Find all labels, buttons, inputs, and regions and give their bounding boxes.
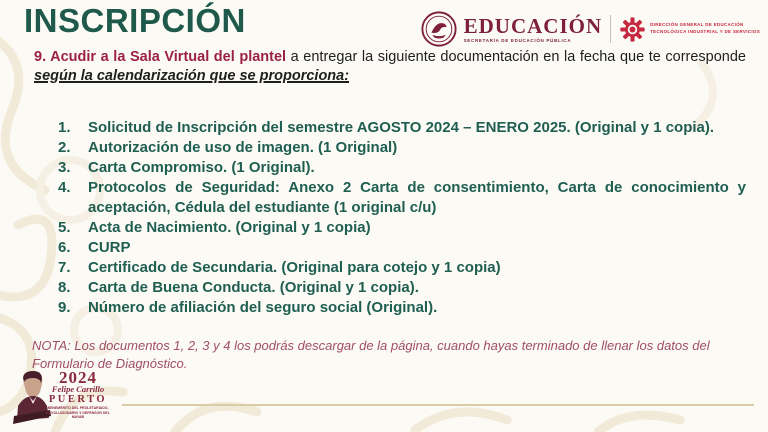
header-logos bbox=[420, 10, 760, 48]
documents-list bbox=[58, 118, 746, 318]
list-item bbox=[58, 258, 746, 278]
year-label: 2024 bbox=[59, 368, 97, 387]
list-item bbox=[58, 298, 746, 318]
list-item bbox=[58, 218, 746, 238]
list-item-number: 9. bbox=[58, 299, 71, 316]
sep-educacion-logo bbox=[420, 10, 603, 48]
list-item-number: 8. bbox=[58, 279, 71, 296]
sep-wordmark: EDUCACIÓN bbox=[463, 14, 603, 38]
list-item-number: 4. bbox=[58, 179, 71, 196]
list-item bbox=[58, 278, 746, 298]
sep-subtitle: SECRETARÍA DE EDUCACIÓN PÚBLICA bbox=[463, 38, 572, 43]
list-item-number: 1. bbox=[58, 119, 71, 136]
year-logo-text bbox=[46, 370, 110, 420]
dgeti-line1: DIRECCIÓN GENERAL DE EDUCACIÓN bbox=[650, 22, 744, 28]
list-item-text: Carta de Buena Conducta. (Original y 1 copia). bbox=[88, 279, 419, 296]
footer-divider-line bbox=[122, 404, 754, 406]
list-item-number: 7. bbox=[58, 259, 71, 276]
page-title: INSCRIPCIÓN bbox=[24, 2, 246, 39]
list-item bbox=[58, 178, 746, 218]
year-2024-felipe-carrillo-puerto-logo bbox=[12, 368, 110, 428]
list-item bbox=[58, 138, 746, 158]
list-item bbox=[58, 158, 746, 178]
dgeti-logo-text bbox=[650, 22, 760, 36]
list-item-text: CURP bbox=[88, 239, 131, 256]
list-item-text: Protocolos de Seguridad: Anexo 2 Carta de consentimiento, Carta de conocimiento y aceptación, Cédula del estudiante (1 original c/u) bbox=[88, 179, 746, 216]
puerto-label: PUERTO bbox=[48, 394, 108, 405]
felipe-carrillo-script-label: Felipe Carrillo bbox=[51, 384, 105, 394]
list-item-text: Certificado de Secundaria. (Original para cotejo y 1 copia) bbox=[88, 259, 501, 276]
mexican-eagle-seal-icon bbox=[420, 10, 458, 48]
intro-step-lead: 9. Acudir a la Sala Virtual del plantel bbox=[34, 49, 287, 65]
intro-middle-text: a entregar la siguiente documentación en la fecha que te corresponde bbox=[286, 49, 746, 65]
footnote: NOTA: Los documentos 1, 2, 3 y 4 los podrás descargar de la página, cuando hayas terminado de llenar los datos del Formulario de Diagnóstico. bbox=[32, 338, 710, 371]
sep-logo-text bbox=[464, 15, 603, 43]
list-item-text: Solicitud de Inscripción del semestre AGOSTO 2024 – ENERO 2025. (Original y 1 copia). bbox=[88, 119, 715, 136]
logo-divider bbox=[610, 15, 611, 43]
dgeti-gear-icon bbox=[619, 16, 646, 43]
list-item-text: Número de afiliación del seguro social (Original). bbox=[88, 299, 438, 316]
list-item bbox=[58, 118, 746, 138]
list-item-number: 6. bbox=[58, 239, 71, 256]
year-logo-tagline: BENEMÉRITO DEL PROLETARIADO, REVOLUCIONARIO Y DEFENSOR DEL MAYAB bbox=[46, 406, 110, 419]
intro-paragraph bbox=[34, 48, 746, 86]
list-item-text: Acta de Nacimiento. (Original y 1 copia) bbox=[88, 219, 371, 236]
list-item-number: 2. bbox=[58, 139, 71, 156]
list-item-number: 3. bbox=[58, 159, 71, 176]
list-item-text: Carta Compromiso. (1 Original). bbox=[88, 159, 315, 176]
list-item-text: Autorización de uso de imagen. (1 Original) bbox=[88, 139, 398, 156]
intro-emphasis-underlined: según la calendarización que se proporciona: bbox=[34, 68, 350, 84]
dgeti-line2: TECNOLÓGICA INDUSTRIAL Y DE SERVICIOS bbox=[650, 29, 760, 34]
list-item bbox=[58, 238, 746, 258]
dgeti-logo bbox=[619, 16, 760, 43]
list-item-number: 5. bbox=[58, 219, 71, 236]
